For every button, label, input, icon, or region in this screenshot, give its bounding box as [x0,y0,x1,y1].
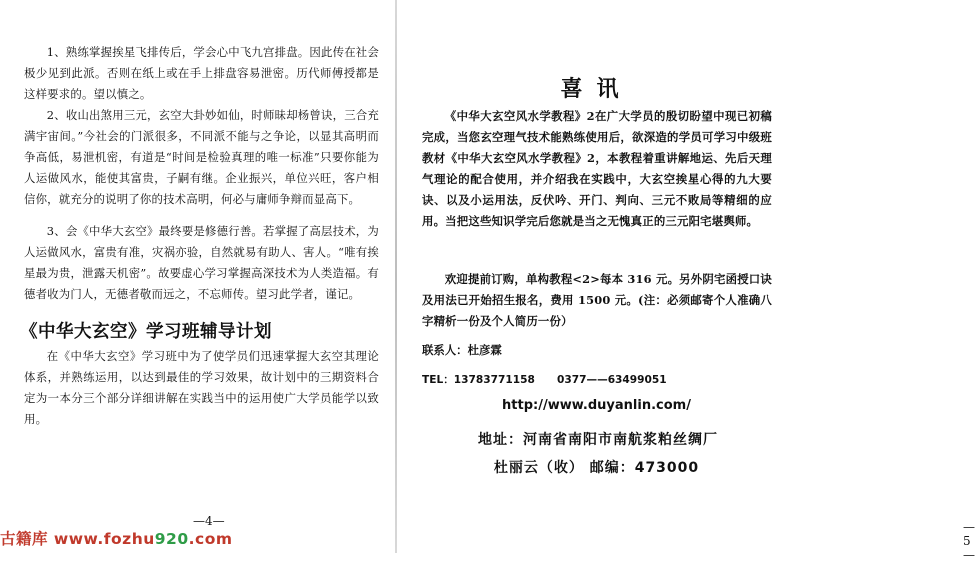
telephone-line: TEL：13783771158 0377——63499051 [422,374,667,386]
contact-person: 联系人：杜彦霖 [422,343,502,357]
site-watermark [0,527,233,549]
paragraph-3: 3、会《中华大玄空》最终要是修德行善。若掌握了高层技术，为人运做风水，富贵有准，灾祸亦验，自然就易有助人、害人。“唯有挨星最为贵，泄露天机密”。故要虚心学习掌握高深技术为人类造福。有德者收为门人，无德者敬而远之，不忘师传。望习此学者，谨记。 [24,224,379,301]
paragraph-2: 2、收山出煞用三元，玄空大卦妙如仙，时师昧却杨曾诀，三合充满宇宙间。”今社会的门派很多，不同派不能与之争论，以显其高明而争高低，易泄机密，有道是“时间是检验真理的唯一标准”只要你能为人运做风水，能使其富贵，子嗣有继。企业振兴，单位兴旺，客户相信你，就充分的说明了你的技术高明，何必与庸师争辩而显高下。 [24,108,379,206]
news-title: 喜讯 [560,77,633,102]
section-heading: 《中华大玄空》学习班辅导计划 [20,322,272,342]
watermark-url-number: 920 [154,530,189,548]
watermark-url-suffix: .com [188,530,233,548]
paragraph-4: 在《中华大玄空》学习班中为了使学员们迅速掌握大玄空其理论体系，并熟练运用，以达到最佳的学习效果，故计划中的三期资料合定为一本分三个部分详细讲解在实践当中的运用使广大学员能学以致用。 [24,349,379,426]
left-page [0,0,395,553]
watermark-url-prefix: www.fozhu [53,530,155,548]
postal-address: 地址：河南省南阳市南航浆粕丝绸厂 [478,432,718,448]
recipient-postcode: 杜丽云（收） 邮编：473000 [493,460,700,476]
paragraph-1: 1、熟练掌握挨星飞排传后，学会心中飞九宫排盘。因此传在社会极少见到此派。否则在纸上或在手上排盘容易泄密。历代师傅授都是这样要求的。望以慎之。 [24,45,379,101]
page-number-left: —4— [193,514,225,528]
page-gutter [395,0,397,553]
order-paragraph: 欢迎提前订购，单构教程<2>每本 316 元。另外阴宅函授口诀及用法已开始招生报名，费用 1500 元。(注：必须邮寄个人准确八字精析一份及个人简历一份） [422,272,772,328]
watermark-brand: 古籍库 [0,530,49,548]
website-url[interactable]: http://www.duyanlin.com/ [502,398,691,413]
announcement-paragraph: 《中华大玄空风水学教程》2在广大学员的殷切盼望中现已初稿完成，当您玄空理气技术能熟练使用后，欲深造的学员可学习中级班教材《中华大玄空风水学教程》2，本教程着重讲解地运、先后天理气理论的配合使用，并介绍我在实践中，大玄空挨星心得的九大要诀、以及小运用法，反伏吟、开门、判向、三元不败局等精细的应用。当把这些知识学完后您就是当之无愧真正的三元阳宅堪舆师。 [422,109,772,228]
page-number-right: —5— [963,520,975,562]
right-page [400,0,975,562]
